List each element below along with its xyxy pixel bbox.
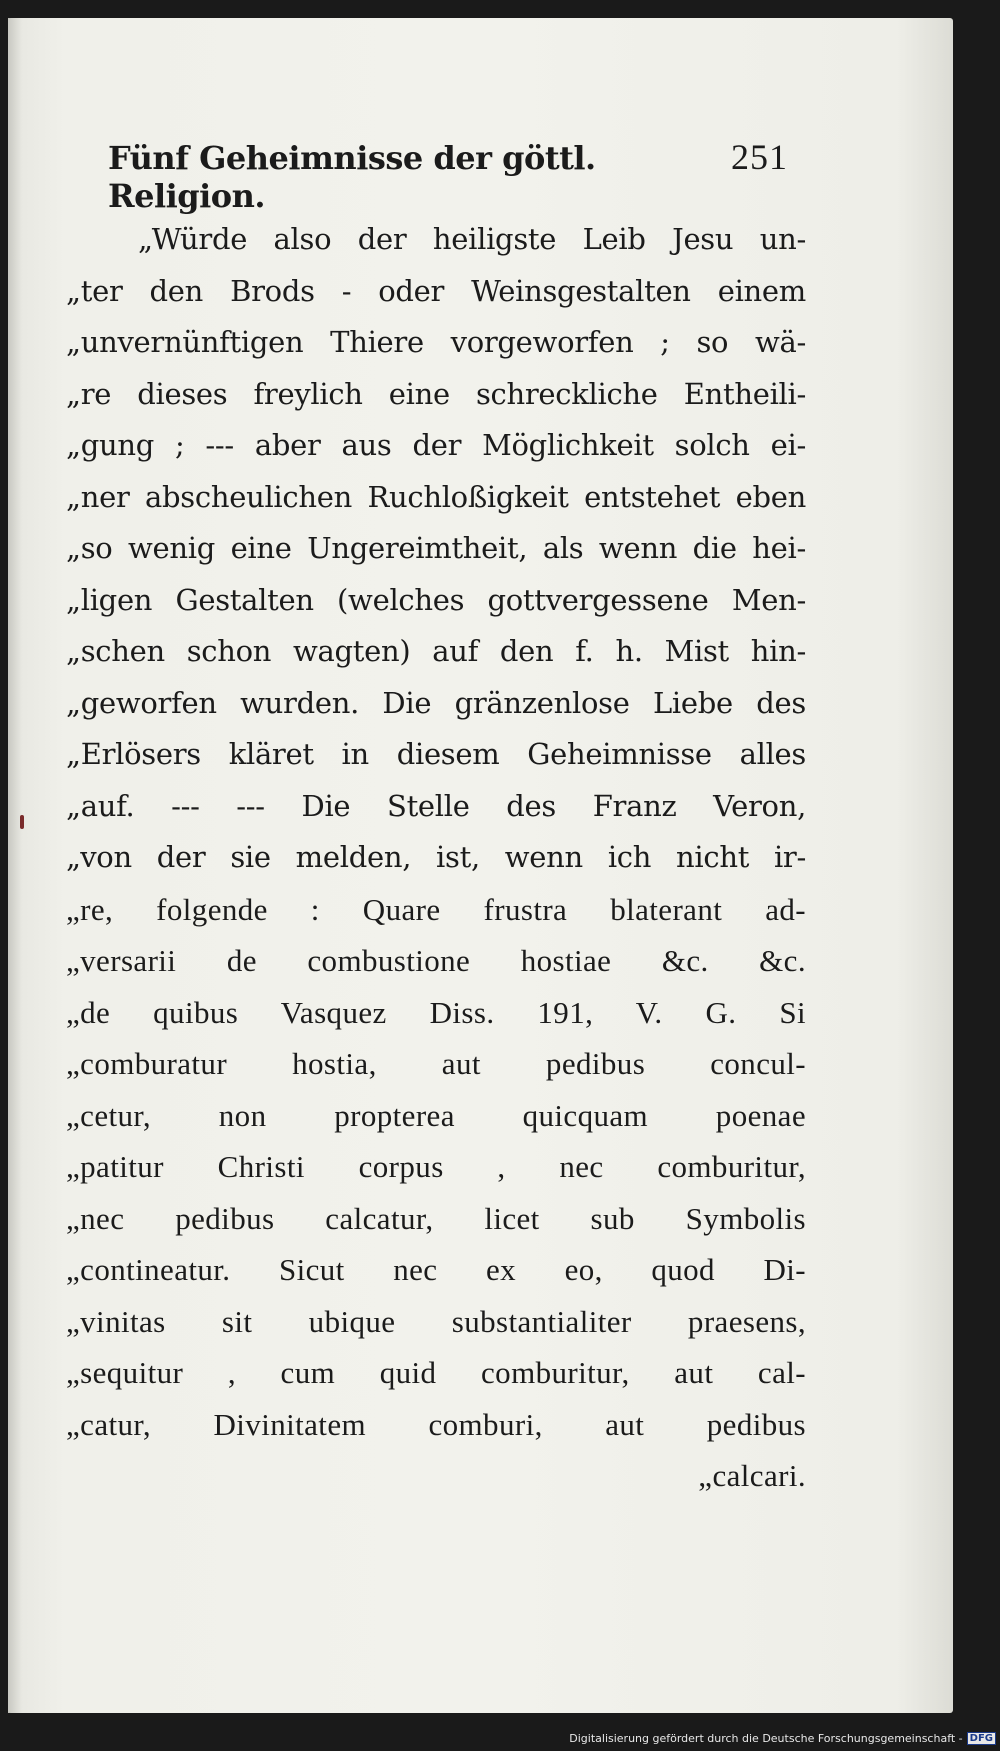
- text-line: „geworfen wurden. Die gränzenlose Liebe des: [66, 685, 806, 720]
- page-number: 251: [731, 137, 788, 177]
- text-line: „ter den Brods - oder Weinsgestalten einem: [66, 273, 806, 308]
- text-line: „ner abscheulichen Ruchloßigkeit entstehet eben: [66, 479, 806, 514]
- text-line: „catur, Divinitatem comburi, aut pedibus: [66, 1406, 806, 1442]
- text-line: „Würde also der heiligste Leib Jesu un-: [138, 222, 806, 256]
- text-line: „nec pedibus calcatur, licet sub Symbolis: [66, 1200, 806, 1236]
- credit-text: Digitalisierung gefördert durch die Deutsche Forschungsgemeinschaft -: [569, 1732, 963, 1745]
- text-line: „auf. --- --- Die Stelle des Franz Veron,: [66, 788, 806, 823]
- dfg-logo: DFG: [967, 1732, 996, 1745]
- margin-mark: [20, 815, 24, 829]
- body-text: [66, 214, 806, 1502]
- text-line: „gung ; --- aber aus der Möglichkeit solch ei-: [66, 428, 806, 462]
- text-line: „contineatur. Sicut nec ex eo, quod Di-: [66, 1252, 806, 1287]
- book-page: [8, 18, 953, 1713]
- running-header: [108, 136, 788, 215]
- text-line: „Erlösers kläret in diesem Geheimnisse alles: [66, 737, 806, 771]
- text-line: „patitur Christi corpus , nec comburitur,: [66, 1149, 806, 1184]
- text-line: „von der sie melden, ist, wenn ich nicht ir-: [66, 840, 806, 874]
- page-gutter-shadow: [8, 18, 22, 1713]
- text-line: „sequitur , cum quid comburitur, aut cal-: [66, 1355, 806, 1390]
- text-line: „re, folgende : Quare frustra blaterant ad-: [66, 891, 806, 927]
- catchword: „calcari.: [698, 1458, 806, 1493]
- digitization-credit: [569, 1732, 996, 1745]
- text-line: „re dieses freylich eine schreckliche Entheili-: [66, 376, 806, 411]
- text-line: „unvernünftigen Thiere vorgeworfen ; so wä-: [66, 325, 806, 359]
- text-line: „vinitas sit ubique substantialiter praesens,: [66, 1303, 806, 1339]
- text-line: „de quibus Vasquez Diss. 191, V. G. Si: [66, 994, 806, 1030]
- running-title: Fünf Geheimnisse der göttl. Religion.: [108, 139, 596, 215]
- text-line: „comburatur hostia, aut pedibus concul-: [66, 1046, 806, 1081]
- text-line: „schen schon wagten) auf den f. h. Mist hin-: [66, 634, 806, 668]
- text-line: „so wenig eine Ungereimtheit, als wenn die hei-: [66, 531, 806, 565]
- text-line: „cetur, non propterea quicquam poenae: [66, 1097, 806, 1133]
- text-line: „versarii de combustione hostiae &c. &c.: [66, 943, 806, 978]
- text-line: „ligen Gestalten (welches gottvergessene Men-: [66, 582, 806, 617]
